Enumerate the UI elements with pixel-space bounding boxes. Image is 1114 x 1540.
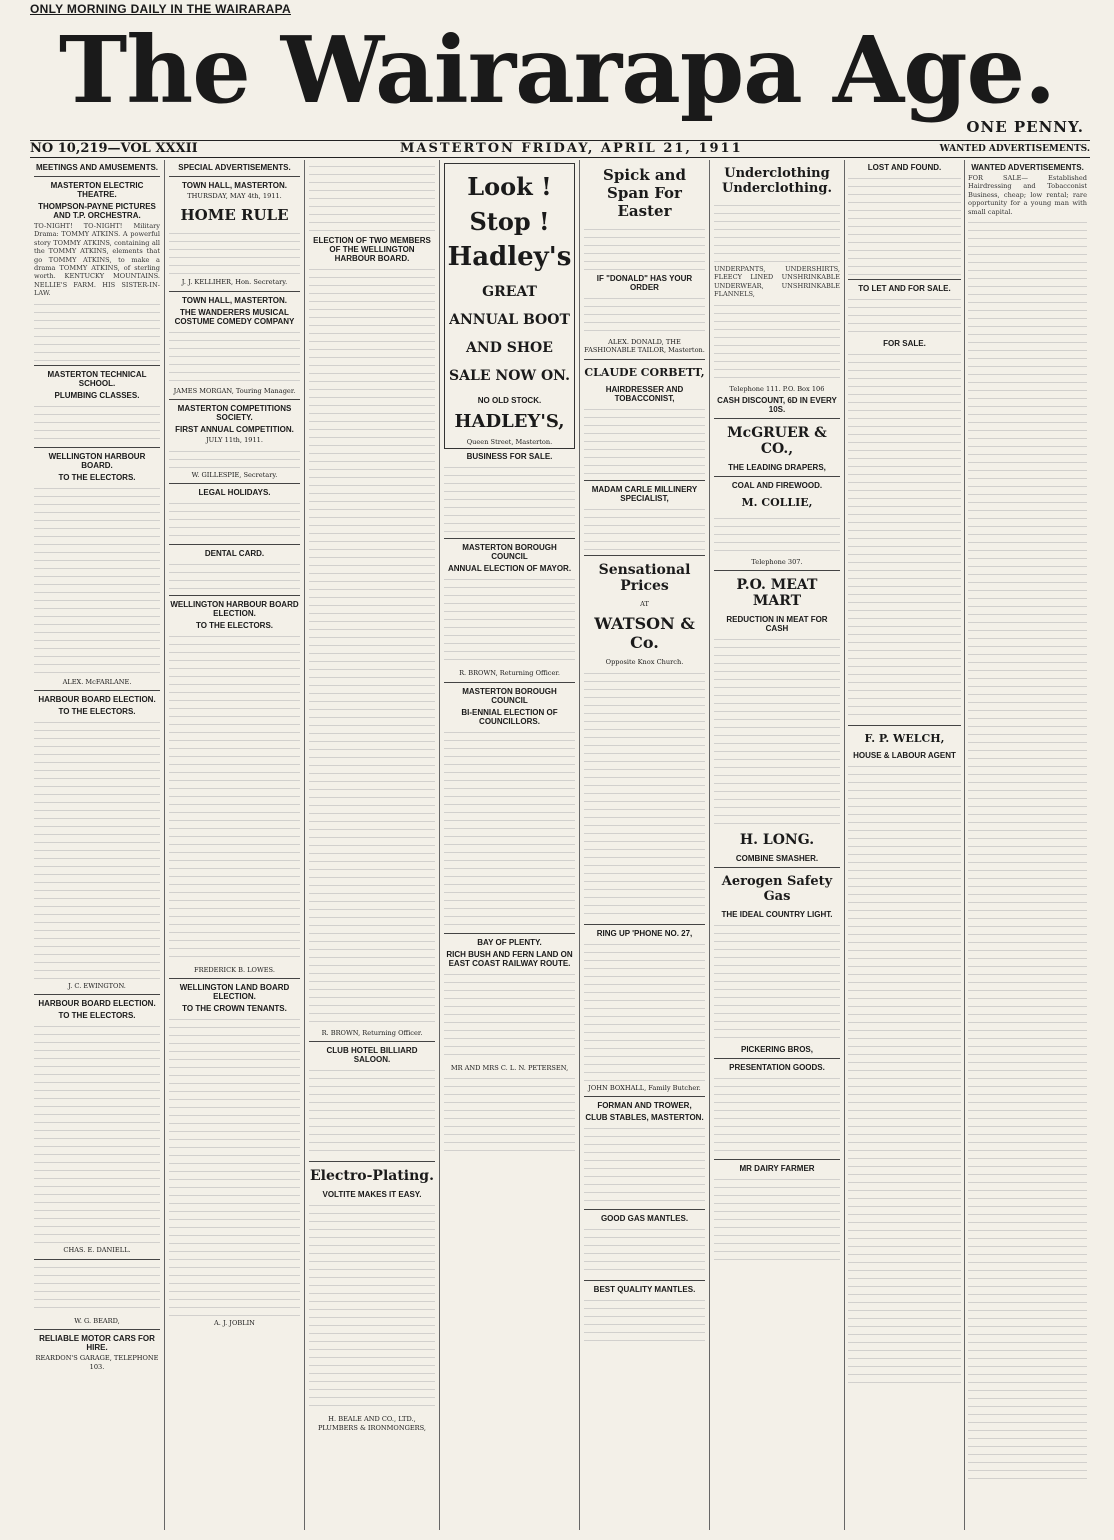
ad-signature: R. BROWN, Returning Officer. [459, 669, 560, 678]
ad-subtitle: RICH BUSH AND FERN LAND ON EAST COAST RAILWAY ROUTE. [446, 949, 573, 968]
ad-name: M. COLLIE, [741, 496, 813, 510]
ad-title: TOWN HALL, MASTERTON. [181, 181, 288, 190]
ad-title: WELLINGTON HARBOUR BOARD ELECTION. [170, 600, 299, 619]
ad-signature: H. BEALE AND CO., LTD., PLUMBERS & IRONMONGERS, [317, 1415, 427, 1432]
ad-signature: R. BROWN, Returning Officer. [321, 1029, 423, 1037]
ad-headline: Underclothing Underclothing. [722, 166, 832, 196]
column-7 [845, 160, 1090, 1530]
ad-signature: JOHN BOXHALL, Family Butcher. [588, 1083, 701, 1092]
ad-signature: ALEX. McFARLANE. [62, 677, 132, 686]
ad-headline: CLAUDE CORBETT, [584, 365, 705, 379]
ad-title: MASTERTON BOROUGH COUNCIL [462, 543, 557, 562]
ad-title: BUSINESS FOR SALE. [466, 452, 553, 462]
ad-title: LEGAL HOLIDAYS. [198, 488, 271, 498]
ad-headline: Aerogen Safety Gas [721, 874, 833, 905]
section-heading: MEETINGS AND AMUSEMENTS. [35, 163, 159, 172]
section-heading: LOST AND FOUND. [867, 163, 942, 172]
ad-headline: P.O. MEAT MART [736, 577, 818, 610]
ad-address: Queen Street, Masterton. [466, 438, 553, 446]
ad-subtitle: TO THE ELECTORS. [58, 707, 136, 717]
column-4 [440, 160, 580, 1530]
columns [30, 160, 1090, 1530]
ad-date: JULY 11th, 1911. [206, 436, 263, 445]
ad-headline: HOME RULE [180, 206, 289, 225]
ad-title: MASTERTON COMPETITIONS SOCIETY. [177, 404, 292, 423]
dateline [30, 140, 1090, 158]
ad-headline: Electro-Plating. [310, 1168, 434, 1185]
ad-title: PRESENTATION GOODS. [729, 1063, 825, 1073]
ad-subtitle: PLUMBING CLASSES. [54, 390, 140, 400]
newspaper-title: The Wairarapa Age. [58, 16, 1056, 124]
ad-signature: MR AND MRS C. L. N. PETERSEN, [450, 1063, 569, 1072]
ad-subtitle: THE LEADING DRAPERS, [728, 463, 826, 473]
ad-title: MADAM CARLE MILLINERY SPECIALIST, [591, 484, 698, 503]
price: ONE PENNY. [966, 118, 1084, 136]
ad-title: HARBOUR BOARD ELECTION. [38, 695, 156, 705]
ad-title: WELLINGTON LAND BOARD ELECTION. [179, 983, 290, 1002]
issue-number: NO 10,219—VOL XXXII [30, 141, 198, 156]
ad-body: TO-NIGHT! TO-NIGHT! Military Drama: TOMMY ATKINS. A powerful story TOMMY ATKINS, containing all the TOMMY ATKINS, elements that go TOMMY ATKINS, to make a drama TOMMY ATKINS, of sterling worth. KENTUCKY MOUNTAINS. NELLIE'S FARM. HIS SISTER-IN-LAW. [34, 222, 160, 298]
ad-subtitle: CASH DISCOUNT, 6D IN EVERY 10S. [717, 396, 837, 415]
column-5 [580, 160, 710, 1530]
ad-signature: W. GILLESPIE, Secretary. [191, 470, 278, 479]
masthead [0, 0, 1114, 156]
column-1 [30, 160, 165, 1530]
ad-title: MASTERTON TECHNICAL SCHOOL. [47, 369, 147, 388]
ad-subtitle: TO THE ELECTORS. [195, 621, 274, 631]
ad-body: REARDON'S GARAGE, TELEPHONE 103. [35, 1354, 159, 1371]
ad-subtitle: TO THE ELECTORS. [58, 1011, 136, 1021]
section-heading: TO LET AND FOR SALE. [858, 284, 951, 293]
ad-subtitle: VOLTITE MAKES IT EASY. [322, 1190, 422, 1200]
ad-signature: JAMES MORGAN, Touring Manager. [173, 386, 296, 395]
ad-title: WELLINGTON HARBOUR BOARD. [48, 451, 146, 470]
ad-title: MASTERTON ELECTRIC THEATRE. [50, 181, 144, 199]
ad-title: TOWN HALL, MASTERTON. [181, 295, 288, 305]
ad-subtitle: COMBINE SMASHER. [735, 854, 819, 864]
column-7b [965, 160, 1090, 1530]
ad-subtitle: FIRST ANNUAL COMPETITION. [175, 425, 294, 435]
ad-telephone: Telephone 111. P.O. Box 106 [729, 384, 825, 393]
ad-telephone: Telephone 307. [751, 558, 803, 567]
ad-subtitle: REDUCTION IN MEAT FOR CASH [726, 615, 828, 634]
ad-signature: CHAS. E. DANIELL. [63, 1246, 131, 1255]
column-7a [845, 160, 965, 1530]
ad-signature: FREDERICK B. LOWES. [194, 966, 275, 975]
section-heading: WANTED ADVERTISEMENTS. [971, 163, 1084, 172]
ad-title: RING UP 'PHONE NO. 27, [596, 928, 693, 938]
issue-date: MASTERTON FRIDAY, APRIL 21, 1911 [400, 141, 743, 156]
ad-subtitle: TO THE CROWN TENANTS. [182, 1004, 287, 1014]
ad-headline: Spick and Span For Easter [603, 166, 686, 220]
ad-signature: ALEX. DONALD, THE FASHIONABLE TAILOR, Masterton. [584, 338, 705, 355]
ad-subtitle: TO THE ELECTORS. [58, 472, 136, 482]
ad-title: CLUB HOTEL BILLIARD SALOON. [326, 1046, 418, 1065]
dateline-right: WANTED ADVERTISEMENTS. [939, 144, 1090, 154]
ad-signature: W. G. BEARD, [74, 1316, 120, 1325]
ad-headline: Sensational Prices [598, 561, 691, 594]
ad-title: COAL AND FIREWOOD. [731, 481, 823, 491]
ad-date: THURSDAY, MAY 4th, 1911. [187, 192, 282, 200]
ad-headline: Look ! [467, 172, 552, 201]
ad-name: F. P. WELCH, [864, 732, 945, 745]
ad-body: UNDERPANTS, UNDERSHIRTS, FLEECY LINED UNSHRINKABLE UNDERWEAR, UNSHRINKABLE FLANNELS, [714, 265, 840, 299]
ad-signature: A. J. JOBLIN [214, 1319, 255, 1328]
ad-title: RELIABLE MOTOR CARS FOR HIRE. [39, 1334, 155, 1353]
hadleys-ad [444, 163, 575, 449]
section-heading: FOR SALE. [883, 339, 926, 348]
ad-headline: Stop ! [469, 207, 550, 236]
ad-title: MR DAIRY FARMER [739, 1164, 815, 1174]
ad-subtitle: BI-ENNIAL ELECTION OF COUNCILLORS. [461, 707, 558, 726]
ad-title: HARBOUR BOARD ELECTION. [38, 999, 156, 1009]
ad-subtitle: THE WANDERERS MUSICAL COSTUME COMEDY COMPANY [174, 307, 295, 326]
ad-name: PICKERING BROS, [740, 1045, 813, 1055]
column-2 [165, 160, 305, 1530]
ad-title: GOOD GAS MANTLES. [600, 1214, 689, 1224]
ad-subtitle: IF "DONALD" HAS YOUR ORDER [596, 274, 693, 292]
ad-title: FORMAN AND TROWER, [597, 1101, 692, 1111]
ad-subtitle: THOMPSON-PAYNE PICTURES AND T.P. ORCHESTRA. [38, 202, 156, 220]
ad-subtitle: CLUB STABLES, MASTERTON. [585, 1113, 704, 1123]
ad-signature: J. C. EWINGTON. [68, 982, 126, 991]
ad-title: DENTAL CARD. [204, 549, 265, 559]
ad-subtitle: THE IDEAL COUNTRY LIGHT. [721, 910, 833, 920]
ad-title: BAY OF PLENTY. [477, 937, 542, 947]
ad-name: WATSON & Co. [594, 614, 695, 653]
ad-body: GREAT ANNUAL BOOT AND SHOE SALE NOW ON. [449, 284, 570, 384]
ad-subtitle: ANNUAL ELECTION OF MAYOR. [447, 564, 572, 574]
ad-title: MASTERTON BOROUGH COUNCIL [462, 686, 557, 705]
ad-headline: McGRUER & CO., [727, 425, 827, 458]
ad-subtitle: HOUSE & LABOUR AGENT [853, 751, 956, 760]
ad-body: FOR SALE— Established Hairdressing and Tobacconist Business, cheap; low rental; rare opportunity for a young man with small capital. [968, 174, 1087, 216]
ad-subtitle: HAIRDRESSER AND TOBACCONIST, [605, 384, 684, 403]
ad-headline: Hadley's [447, 242, 572, 272]
column-3 [305, 160, 440, 1530]
ad-address: Opposite Knox Church. [605, 658, 684, 667]
column-6 [710, 160, 845, 1530]
section-heading: SPECIAL ADVERTISEMENTS. [178, 163, 291, 172]
masthead-tagline: ONLY MORNING DAILY IN THE WAIRARAPA [30, 2, 291, 16]
ad-signature: J. J. KELLIHER, Hon. Secretary. [181, 278, 288, 287]
ad-subtitle: NO OLD STOCK. [477, 396, 542, 405]
ad-name: H. LONG. [739, 832, 815, 849]
ad-name: HADLEY'S, [454, 411, 565, 432]
ad-title: BEST QUALITY MANTLES. [593, 1285, 696, 1295]
ad-title: ELECTION OF TWO MEMBERS OF THE WELLINGTON HARBOUR BOARD. [313, 236, 431, 263]
ad-at: AT [640, 599, 649, 608]
